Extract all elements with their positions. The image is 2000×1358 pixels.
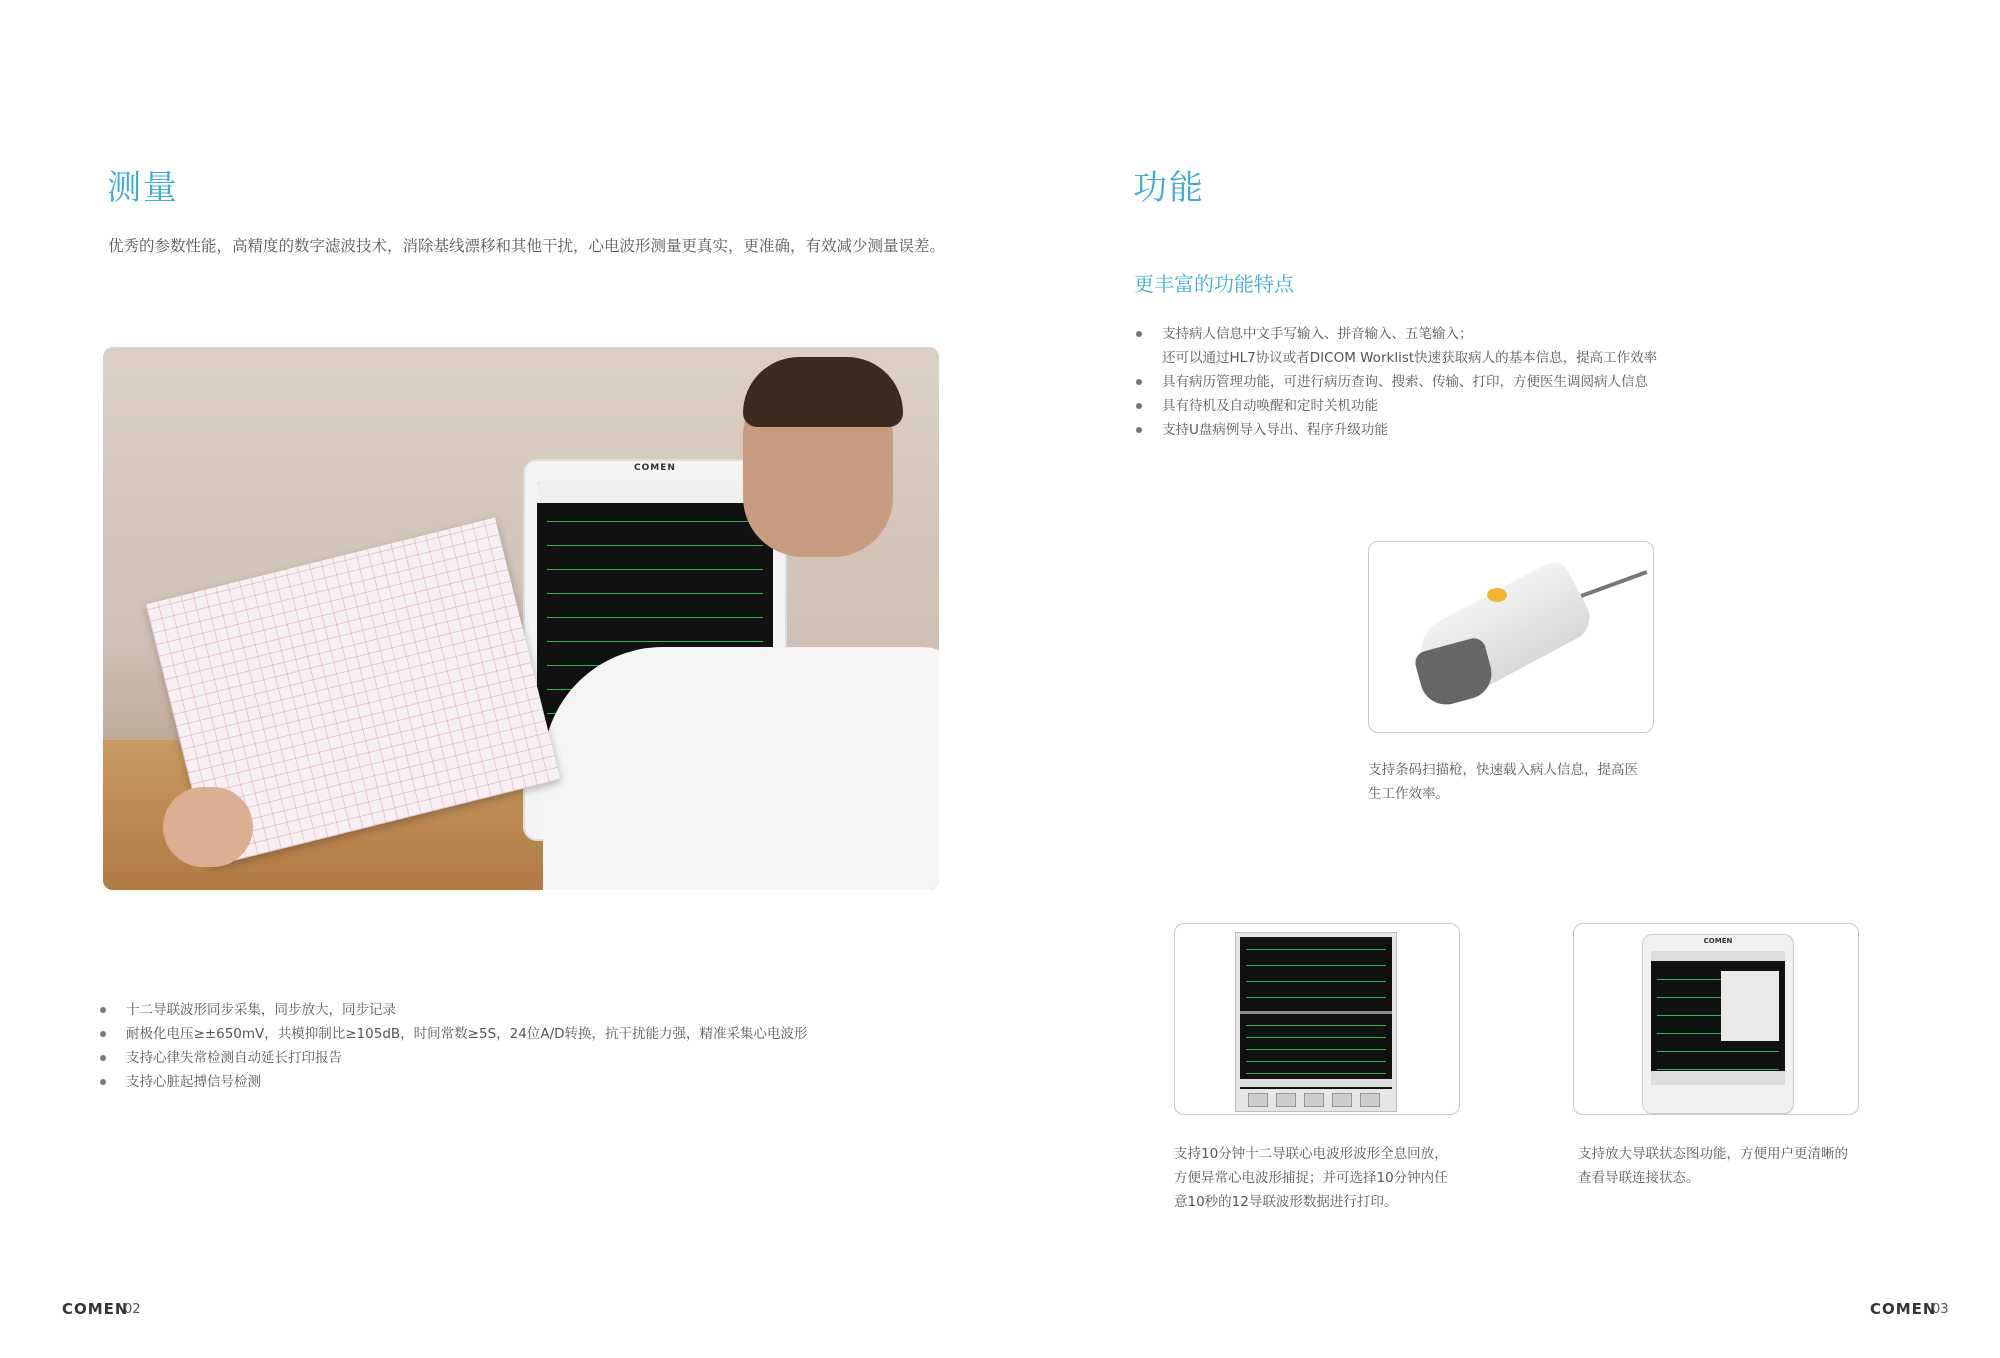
function-subtitle: 更丰富的功能特点 bbox=[1134, 272, 1294, 296]
replay-caption-line: 支持10分钟十二导联心电波形波形全息回放， bbox=[1174, 1146, 1448, 1162]
scanner-caption bbox=[1368, 758, 1668, 806]
ecg-trace bbox=[547, 521, 763, 522]
replay-screen-button bbox=[1248, 1093, 1268, 1107]
scanner-caption-line: 支持条码扫描枪，快速载入病人信息，提高医 bbox=[1368, 762, 1638, 778]
lead-status-image bbox=[1573, 923, 1859, 1115]
ecg-trace bbox=[1246, 981, 1386, 982]
ecg-trace bbox=[1657, 1051, 1779, 1052]
replay-selection-bar bbox=[1240, 1079, 1392, 1087]
page-number-right: 03 bbox=[1932, 1302, 1949, 1317]
lead-body-diagram bbox=[1721, 971, 1779, 1041]
list-item: 具有待机及自动唤醒和定时关机功能 bbox=[1136, 394, 1956, 418]
replay-device bbox=[1235, 932, 1397, 1112]
leads-caption-line: 查看导联连接状态。 bbox=[1578, 1170, 1700, 1186]
replay-screen bbox=[1240, 937, 1392, 1089]
ecg-trace bbox=[547, 617, 763, 618]
doctor-hand bbox=[163, 787, 253, 867]
replay-screen-button bbox=[1332, 1093, 1352, 1107]
monitor-brand: COMEN bbox=[634, 463, 676, 473]
replay-caption-line: 方便异常心电波形捕捉；并可选择10分钟内任 bbox=[1174, 1170, 1448, 1186]
ecg-trace bbox=[1246, 965, 1386, 966]
ecg-trace bbox=[547, 545, 763, 546]
function-title: 功能 bbox=[1133, 168, 1205, 208]
device-brand: COMEN bbox=[1703, 937, 1733, 945]
lead-status-footer bbox=[1651, 1071, 1785, 1085]
leads-caption-line: 支持放大导联状态图功能，方便用户更清晰的 bbox=[1578, 1146, 1848, 1162]
measurement-intro: 优秀的参数性能，高精度的数字滤波技术，消除基线漂移和其他干扰，心电波形测量更真实，更准确，有效减少测量误差。 bbox=[108, 237, 946, 255]
waveform-replay-image bbox=[1174, 923, 1460, 1115]
replay-caption bbox=[1174, 1142, 1484, 1214]
ecg-trace bbox=[547, 593, 763, 594]
list-item: 十二导联波形同步采集，同步放大，同步记录 bbox=[100, 998, 920, 1022]
replay-screen-button bbox=[1360, 1093, 1380, 1107]
list-item: 还可以通过HL7协议或者DICOM Worklist快速获取病人的基本信息，提高工作效率 bbox=[1162, 350, 1658, 366]
barcode-scanner-image bbox=[1368, 541, 1654, 733]
measurement-title: 测量 bbox=[107, 168, 179, 208]
doctor-ecg-photo bbox=[103, 347, 939, 890]
scanner-cable bbox=[1580, 570, 1647, 598]
lead-status-header bbox=[1651, 951, 1785, 961]
ecg-trace bbox=[1246, 1037, 1386, 1038]
footer-brand-left: COMEN bbox=[62, 1300, 129, 1318]
page-number-left: 02 bbox=[124, 1302, 141, 1317]
list-item: 具有病历管理功能，可进行病历查询、搜索、传输、打印，方便医生调阅病人信息 bbox=[1136, 370, 1956, 394]
scanner-trigger bbox=[1487, 588, 1507, 602]
footer-brand-right: COMEN bbox=[1870, 1300, 1937, 1318]
scanner-caption-line: 生工作效率。 bbox=[1368, 786, 1449, 802]
ecg-trace bbox=[547, 569, 763, 570]
ecg-trace bbox=[1246, 1049, 1386, 1050]
replay-split-bar bbox=[1240, 1011, 1392, 1014]
lead-status-device bbox=[1642, 934, 1794, 1114]
ecg-trace bbox=[1246, 997, 1386, 998]
list-item: 支持心律失常检测自动延长打印报告 bbox=[100, 1046, 920, 1070]
replay-screen-button bbox=[1276, 1093, 1296, 1107]
ecg-trace bbox=[1246, 949, 1386, 950]
doctor-hair bbox=[743, 357, 903, 427]
ecg-trace bbox=[1246, 1061, 1386, 1062]
replay-caption-line: 意10秒的12导联波形数据进行打印。 bbox=[1174, 1194, 1398, 1210]
list-item: 耐极化电压≥±650mV，共模抑制比≥105dB，时间常数≥5S，24位A/D转换，抗干扰能力强，精准采集心电波形 bbox=[100, 1022, 920, 1046]
leads-caption bbox=[1578, 1142, 1888, 1190]
lead-status-screen bbox=[1651, 951, 1785, 1085]
list-item: 支持U盘病例导入导出、程序升级功能 bbox=[1136, 418, 1956, 442]
function-feature-list bbox=[1136, 322, 1956, 442]
ecg-trace bbox=[1657, 1069, 1779, 1070]
list-item: 支持心脏起搏信号检测 bbox=[100, 1070, 920, 1094]
ecg-trace bbox=[1246, 1073, 1386, 1074]
list-item: 支持病人信息中文手写输入、拼音输入、五笔输入； bbox=[1136, 322, 1956, 346]
ecg-trace bbox=[547, 641, 763, 642]
replay-screen-button bbox=[1304, 1093, 1324, 1107]
doctor-coat bbox=[543, 647, 939, 890]
ecg-trace bbox=[1246, 1025, 1386, 1026]
measurement-feature-list bbox=[100, 998, 920, 1094]
monitor-screen-header bbox=[537, 481, 773, 503]
